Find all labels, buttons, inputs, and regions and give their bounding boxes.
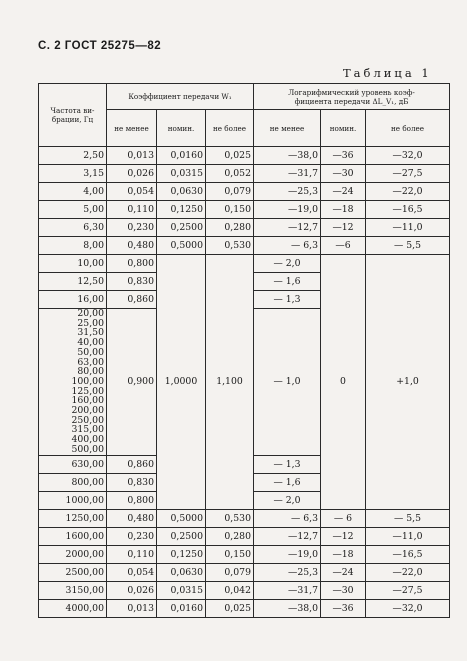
log-max-header: не более — [366, 110, 450, 147]
table-row — [39, 183, 450, 201]
table-row — [39, 165, 450, 183]
table-cell: —32,0 — [366, 599, 450, 617]
log-max-merged: +1,0 — [366, 255, 450, 510]
table-cell: 0,800 — [107, 491, 157, 509]
table-cell: — 1,3 — [254, 291, 321, 309]
table-cell: —25,3 — [254, 183, 321, 201]
table-cell: —12 — [321, 527, 366, 545]
table-cell: 0,5000 — [157, 509, 206, 527]
table-cell: 0,110 — [107, 545, 157, 563]
table-cell: 0,480 — [107, 509, 157, 527]
data-table — [38, 83, 450, 618]
table-cell: 0,0630 — [157, 563, 206, 581]
table-row — [39, 147, 450, 165]
table-cell: 0,013 — [107, 147, 157, 165]
table-cell: 0,110 — [107, 201, 157, 219]
table-cell: — 1,6 — [254, 273, 321, 291]
table-cell: 0,230 — [107, 527, 157, 545]
log-nominal-merged: 0 — [321, 255, 366, 510]
table-cell: 0,860 — [107, 291, 157, 309]
table-cell: —16,5 — [366, 201, 450, 219]
table-cell: —31,7 — [254, 581, 321, 599]
table-cell: —22,0 — [366, 183, 450, 201]
table-cell: 1600,00 — [39, 527, 107, 545]
table-cell: 3150,00 — [39, 581, 107, 599]
table-cell: 0,800 — [107, 255, 157, 273]
table-cell: 0,0315 — [157, 581, 206, 599]
table-cell: —36 — [321, 147, 366, 165]
coefficient-group-header: Коэффициент передачи W₁ — [107, 84, 254, 110]
table-cell: —38,0 — [254, 147, 321, 165]
table-cell: —18 — [321, 201, 366, 219]
table-cell: —32,0 — [366, 147, 450, 165]
table-row — [39, 255, 450, 273]
table-cell: 0,079 — [206, 183, 254, 201]
table-cell: 0,830 — [107, 273, 157, 291]
table-cell: — 1,3 — [254, 455, 321, 473]
table-cell: —18 — [321, 545, 366, 563]
table-row — [39, 219, 450, 237]
table-cell: — 6,3 — [254, 237, 321, 255]
table-cell: —12,7 — [254, 219, 321, 237]
page-reference: С. 2 ГОСТ 25275—82 — [38, 40, 162, 52]
table-row — [39, 545, 450, 563]
table-cell: —11,0 — [366, 219, 450, 237]
table-cell: 0,480 — [107, 237, 157, 255]
table-cell: 5,00 — [39, 201, 107, 219]
table-cell: 0,280 — [206, 527, 254, 545]
table-cell: — 2,0 — [254, 491, 321, 509]
table-cell: 0,280 — [206, 219, 254, 237]
table-row — [39, 563, 450, 581]
table-cell: 0,0630 — [157, 183, 206, 201]
table-cell: 0,150 — [206, 545, 254, 563]
table-cell: —24 — [321, 563, 366, 581]
table-cell: — 1,0 — [254, 309, 321, 456]
coef-min-header: не менее — [107, 110, 157, 147]
table-cell: 0,026 — [107, 581, 157, 599]
table-cell: —25,3 — [254, 563, 321, 581]
log-level-group-header: Логарифмический уровень коэф- фициента передачи ΔL_V₁, дБ — [254, 84, 450, 110]
table-cell: 0,0315 — [157, 165, 206, 183]
table-row — [39, 201, 450, 219]
table-cell: 0,025 — [206, 147, 254, 165]
table-cell: 0,1250 — [157, 201, 206, 219]
table-cell: —16,5 — [366, 545, 450, 563]
table-cell: 630,00 — [39, 455, 107, 473]
table-cell: — 6,3 — [254, 509, 321, 527]
table-cell: 16,00 — [39, 291, 107, 309]
table-cell: 3,15 — [39, 165, 107, 183]
coef-nominal-merged: 1,0000 — [157, 255, 206, 510]
table-cell: —12,7 — [254, 527, 321, 545]
table-cell: 0,026 — [107, 165, 157, 183]
table-cell: 4,00 — [39, 183, 107, 201]
table-row — [39, 237, 450, 255]
table-cell: —11,0 — [366, 527, 450, 545]
coef-nom-header: номин. — [157, 110, 206, 147]
table-cell: —22,0 — [366, 563, 450, 581]
table-cell: 0,5000 — [157, 237, 206, 255]
table-cell: 0,025 — [206, 599, 254, 617]
frequency-header: Частота ви- брации, Гц — [39, 84, 107, 147]
table-cell: —19,0 — [254, 201, 321, 219]
log-nom-header: номин. — [321, 110, 366, 147]
table-cell: 0,530 — [206, 237, 254, 255]
table-cell: 2500,00 — [39, 563, 107, 581]
table-cell: — 5,5 — [366, 509, 450, 527]
table-cell: —24 — [321, 183, 366, 201]
table-cell: 0,1250 — [157, 545, 206, 563]
table-cell: —36 — [321, 599, 366, 617]
table-label: Таблица 1 — [343, 66, 432, 80]
table-cell: 0,150 — [206, 201, 254, 219]
frequency-list: 20,00 25,00 31,50 40,00 50,00 63,00 80,00 100,00 125,00 160,00 200,00 250,00 315,00 400,00 500,00 — [39, 309, 107, 456]
table-cell: 0,042 — [206, 581, 254, 599]
log-min-header: не менее — [254, 110, 321, 147]
table-cell: 2000,00 — [39, 545, 107, 563]
table-cell: 6,30 — [39, 219, 107, 237]
table-cell: 0,860 — [107, 455, 157, 473]
table-row — [39, 581, 450, 599]
table-cell: —30 — [321, 165, 366, 183]
table-cell: — 5,5 — [366, 237, 450, 255]
table-cell: 12,50 — [39, 273, 107, 291]
table-cell: 1000,00 — [39, 491, 107, 509]
table-cell: —38,0 — [254, 599, 321, 617]
table-cell: —31,7 — [254, 165, 321, 183]
table-row — [39, 599, 450, 617]
coef-max-header: не более — [206, 110, 254, 147]
table-cell: —27,5 — [366, 581, 450, 599]
table-cell: 2,50 — [39, 147, 107, 165]
table-cell: 1250,00 — [39, 509, 107, 527]
table-cell: —6 — [321, 237, 366, 255]
table-cell: 0,054 — [107, 563, 157, 581]
table-cell: 0,054 — [107, 183, 157, 201]
coef-max-merged: 1,100 — [206, 255, 254, 510]
table-cell: 0,900 — [107, 309, 157, 456]
table-cell: 0,230 — [107, 219, 157, 237]
table-cell: — 6 — [321, 509, 366, 527]
table-cell: 800,00 — [39, 473, 107, 491]
table-cell: 0,0160 — [157, 147, 206, 165]
table-cell: —12 — [321, 219, 366, 237]
table-cell: 10,00 — [39, 255, 107, 273]
table-cell: 0,530 — [206, 509, 254, 527]
table-cell: —30 — [321, 581, 366, 599]
table-row — [39, 527, 450, 545]
table-cell: 0,2500 — [157, 527, 206, 545]
table-cell: 4000,00 — [39, 599, 107, 617]
table-row — [39, 509, 450, 527]
table-cell: 0,2500 — [157, 219, 206, 237]
table-cell: 8,00 — [39, 237, 107, 255]
table-cell: —19,0 — [254, 545, 321, 563]
table-cell: — 1,6 — [254, 473, 321, 491]
table-cell: 0,830 — [107, 473, 157, 491]
table-cell: 0,0160 — [157, 599, 206, 617]
table-cell: 0,079 — [206, 563, 254, 581]
table-cell: — 2,0 — [254, 255, 321, 273]
table-cell: —27,5 — [366, 165, 450, 183]
table-cell: 0,013 — [107, 599, 157, 617]
table-cell: 0,052 — [206, 165, 254, 183]
